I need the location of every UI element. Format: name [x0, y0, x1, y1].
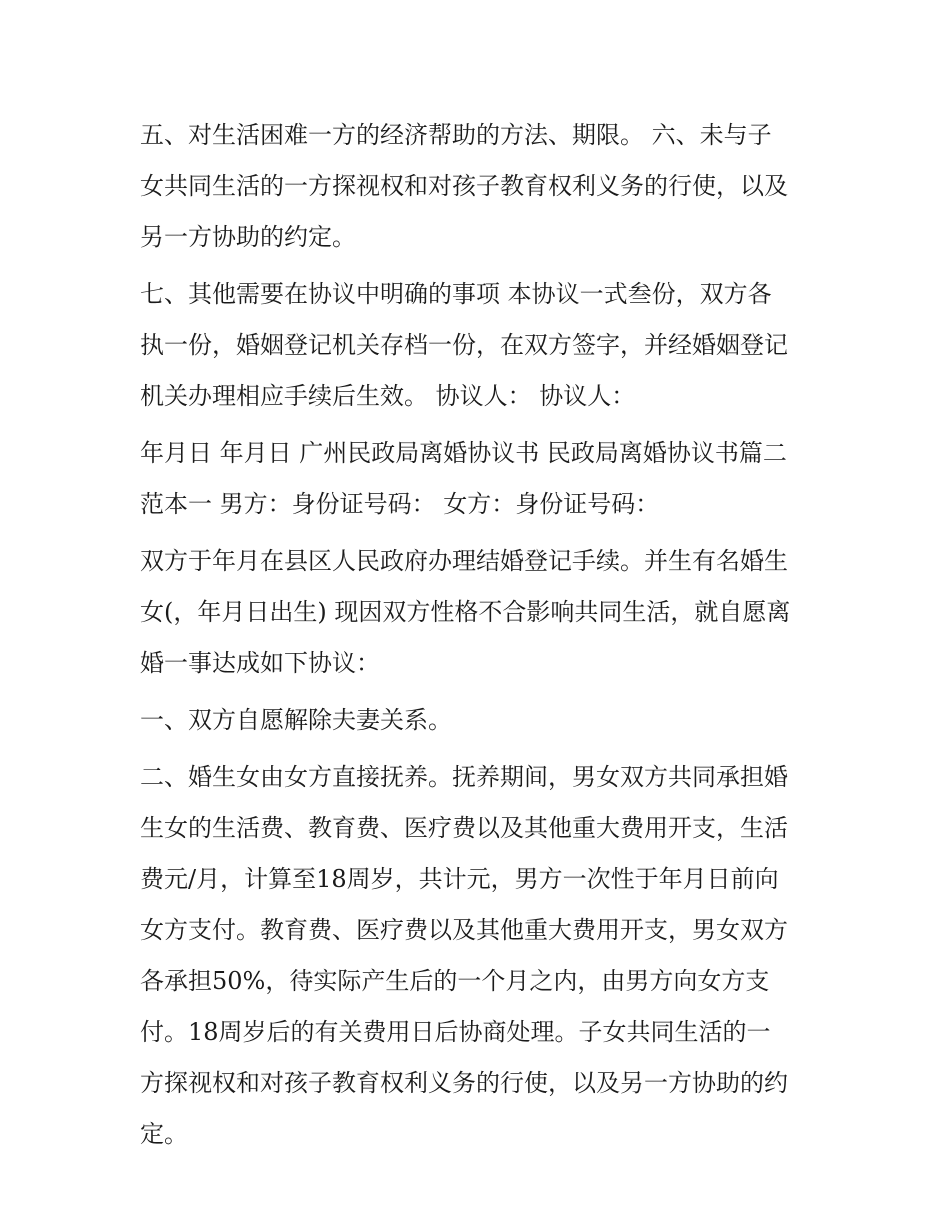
paragraph-5 [140, 695, 820, 746]
text-line: 方探视权和对孩子教育权利义务的行使，以及另一方协助的约 [140, 1069, 788, 1097]
text-line: 范本一 男方：身份证号码： 女方：身份证号码： [140, 490, 660, 518]
text-line: 双方于年月在县区人民政府办理结婚登记手续。并生有名婚生 [140, 547, 788, 575]
text-line: 一、双方自愿解除夫妻关系。 [140, 706, 452, 734]
text-line: 机关办理相应手续后生效。 协议人： 协议人： [140, 382, 636, 410]
text-line: 付。18周岁后的有关费用日后协商处理。子女共同生活的一 [140, 1018, 771, 1046]
paragraph-6 [140, 752, 820, 1160]
text-line: 定。 [140, 1120, 188, 1148]
paragraph-3 [140, 428, 820, 530]
text-line: 另一方协助的约定。 [140, 223, 356, 251]
text-line: 二、婚生女由女方直接抚养。抚养期间，男女双方共同承担婚 [140, 763, 788, 791]
text-line: 各承担50%，待实际产生后的一个月之内，由男方向女方支 [140, 967, 770, 995]
text-line: 女方支付。教育费、医疗费以及其他重大费用开支，男女双方 [140, 916, 788, 944]
text-line: 生女的生活费、教育费、医疗费以及其他重大费用开支，生活 [140, 814, 788, 842]
text-line: 七、其他需要在协议中明确的事项 本协议一式叁份，双方各 [140, 280, 772, 308]
paragraph-4 [140, 536, 820, 689]
text-line: 婚一事达成如下协议： [140, 649, 380, 677]
text-line: 女(，年月日出生) 现因双方性格不合影响共同生活，就自愿离 [140, 598, 791, 626]
text-line: 女共同生活的一方探视权和对孩子教育权利义务的行使，以及 [140, 172, 788, 200]
text-line: 执一份，婚姻登记机关存档一份，在双方签字，并经婚姻登记 [140, 331, 788, 359]
text-line: 费元/月，计算至18周岁，共计元，男方一次性于年月日前向 [140, 865, 779, 893]
document-body [140, 110, 820, 1166]
paragraph-1 [140, 110, 820, 263]
text-line: 年月日 年月日 广州民政局离婚协议书 民政局离婚协议书篇二 [140, 439, 787, 467]
paragraph-2 [140, 269, 820, 422]
text-line: 五、对生活困难一方的经济帮助的方法、期限。 六、未与子 [140, 121, 772, 149]
